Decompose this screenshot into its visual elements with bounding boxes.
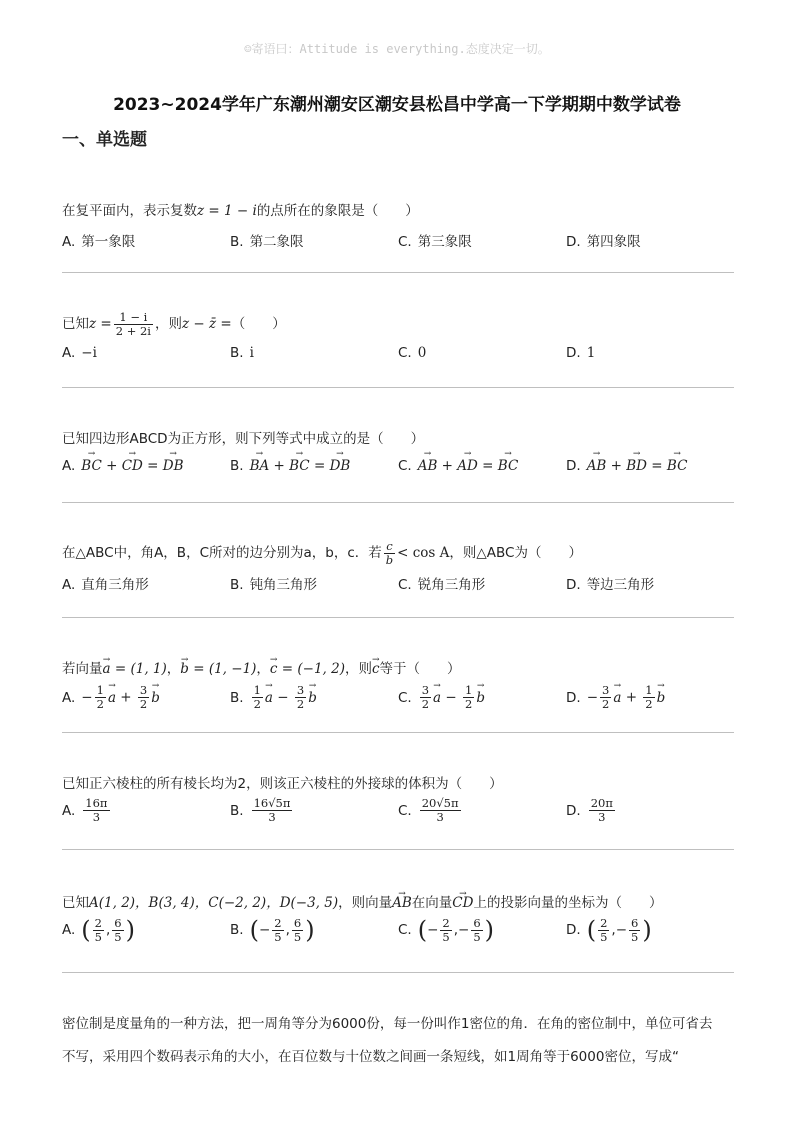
option-b[interactable]: B.→ BA + → BC = → DB: [230, 458, 350, 474]
section-heading: 一、单选题: [62, 130, 147, 150]
option-a[interactable]: A. −i: [62, 345, 97, 361]
question-stem: 已知四边形ABCD为正方形，则下列等式中成立的是（ ）: [62, 431, 425, 447]
option-a[interactable]: A. 直角三角形: [62, 577, 149, 593]
option-c[interactable]: C. 锐角三角形: [398, 577, 486, 593]
question-2: [62, 305, 734, 371]
option-b[interactable]: B. 钝角三角形: [230, 577, 318, 593]
watermark: ☺寄语曰：Attitude is everything.态度决定一切。: [244, 42, 550, 56]
question-3: [62, 428, 734, 484]
option-c[interactable]: C. $\frac{20√5\pi}{3}$: [398, 796, 459, 824]
options: [62, 230, 734, 256]
question-stem: 在△ABC中，角A，B，C所对的边分别为a，b，c．若 $\frac{c}{b}$ < cos A，则△ABC为（ ）: [62, 538, 582, 567]
option-a[interactable]: A. − $\frac{1}{2}$ → a + $\frac{3}{2}$ → b: [62, 684, 160, 711]
question-stem: 已知正六棱柱的所有棱长均为2，则该正六棱柱的外接球的体积为（ ）: [62, 776, 503, 792]
option-a[interactable]: A. $\frac{16\pi}{3}$: [62, 796, 108, 824]
question-6: [62, 773, 734, 835]
question-stem: 已知A(1, 2)，B(3, 4)，C(−2, 2)，D(−3, 5)，则向量→ AB在向量→ CD上的投影向量的坐标为（ ）: [62, 892, 734, 914]
question-5: [62, 658, 734, 718]
question-stem: 在复平面内，表示复数z = 1 − i的点所在的象限是（ ）: [62, 203, 419, 219]
question-stem-line: 密位制是度量角的一种方法，把一周角等分为6000份，每一份叫作1密位的角．在角的密位制中，单位可省去: [62, 1016, 713, 1032]
question-stem-line: 不写，采用四个数码表示角的大小，在百位数与十位数之间画一条短线，如1周角等于6000密位，写成“: [62, 1049, 679, 1065]
option-b[interactable]: B. (− $\frac{2}{5}$ , $\frac{6}{5}$ ): [230, 915, 315, 944]
option-c[interactable]: C. 0: [398, 345, 427, 361]
options: [62, 458, 734, 484]
question-7: [62, 892, 734, 954]
option-d[interactable]: D. 等边三角形: [566, 577, 655, 593]
divider: [62, 617, 734, 618]
page-title: 2023~2024学年广东潮州潮安区潮安县松昌中学高一下学期期中数学试卷: [113, 95, 681, 115]
divider: [62, 849, 734, 850]
option-c[interactable]: C. 第三象限: [398, 234, 472, 250]
question-4: [62, 535, 734, 599]
options: [62, 345, 734, 371]
option-d[interactable]: D. − $\frac{3}{2}$ → a + $\frac{1}{2}$ → b: [566, 684, 665, 711]
option-b[interactable]: B. $\frac{16√5\pi}{3}$: [230, 796, 291, 824]
option-c[interactable]: C.→ AB + → AD = → BC: [398, 458, 518, 474]
option-c[interactable]: C. (− $\frac{2}{5}$ ,− $\frac{6}{5}$ ): [398, 915, 495, 944]
options: [62, 684, 734, 718]
option-b[interactable]: B. i: [230, 345, 254, 361]
option-a[interactable]: A. 第一象限: [62, 234, 136, 250]
divider: [62, 502, 734, 503]
question-stem: 已知z = $\frac{1 - i}{2 + 2i}$ ，则z − z̄ =（ ）: [62, 309, 286, 338]
question-8: [62, 1008, 742, 1074]
option-d[interactable]: D. 第四象限: [566, 234, 641, 250]
option-a[interactable]: A.→ BC + → CD = → DB: [62, 458, 184, 474]
option-b[interactable]: B. 第二象限: [230, 234, 304, 250]
options: [62, 573, 734, 599]
divider: [62, 732, 734, 733]
divider: [62, 387, 734, 388]
option-a[interactable]: A. ( $\frac{2}{5}$ , $\frac{6}{5}$ ): [62, 915, 135, 944]
question-1: [62, 200, 734, 256]
option-b[interactable]: B. $\frac{1}{2}$ → a − $\frac{3}{2}$ → b: [230, 684, 317, 711]
divider: [62, 972, 734, 973]
fraction: $\frac{c}{b}$: [385, 538, 394, 567]
option-d[interactable]: D. ( $\frac{2}{5}$ ,− $\frac{6}{5}$ ): [566, 915, 652, 944]
option-d[interactable]: D. $\frac{20\pi}{3}$: [566, 796, 613, 824]
question-stem: 若向量→ a = (1, 1)，→ b = (1, −1)，→ c = (−1, 2)，则→ c等于（ ）: [62, 658, 734, 680]
option-c[interactable]: C. $\frac{3}{2}$ → a − $\frac{1}{2}$ → b: [398, 684, 485, 711]
option-d[interactable]: D. 1: [566, 345, 596, 361]
divider: [62, 272, 734, 273]
option-d[interactable]: D.→ AB + → BD = → BC: [566, 458, 687, 474]
fraction: $\frac{1 - i}{2 + 2i}$: [115, 309, 151, 338]
options: [62, 797, 734, 835]
options: [62, 916, 734, 954]
